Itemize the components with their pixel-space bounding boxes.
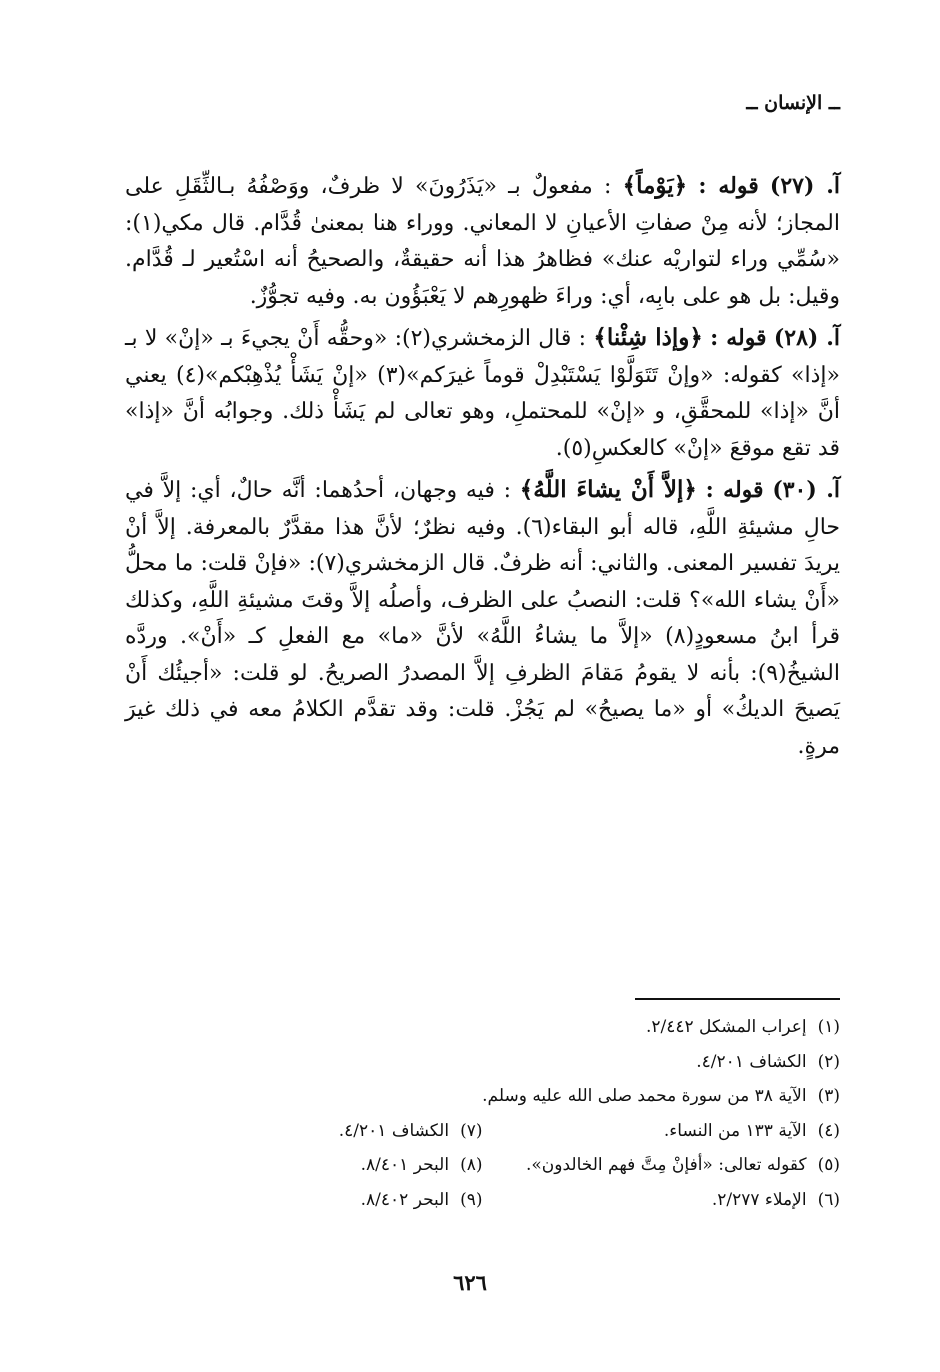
footnote <box>125 1183 483 1218</box>
footnote <box>483 1114 841 1149</box>
footnote <box>483 1183 841 1218</box>
footnote-text: البحر ٨/٤٠١. <box>360 1155 450 1175</box>
footnote-number: (١) <box>817 1017 840 1037</box>
footnote <box>420 1045 840 1080</box>
footnote-row <box>125 1183 840 1218</box>
commentary-text: : مفعولٌ بـ «يَذَرُونَ» لا ظرفٌ، ووَصْفُهُ بـالثِّقَلِ على المجاز؛ لأنه مِنْ صفاتِ الأعيانِ لا المعاني. ووراء هنا بمعنىٰ قُدَّام. قال مكي(١): «سُمِّي وراء لتواريْه عنك» فظاهرُ هذا أنه حقيقةٌ، والصحيحُ أنه اسْتُعير لـ قُدَّام. وقيل: بل هو على بابِه، أي: وراءَ ظهورِهم لا يَعْبَؤُون به. وفيه تجوُّزٌ. <box>125 174 840 309</box>
footnote-row <box>125 1010 840 1045</box>
footnote-number: (٥) <box>817 1155 840 1175</box>
footnote <box>125 1114 483 1149</box>
footnotes <box>125 1010 840 1217</box>
footnote-number: (٨) <box>460 1155 483 1175</box>
commentary-paragraph <box>125 472 840 765</box>
quranic-quote: ﴿إلاَّ أَنْ يشاءَ اللَّهُ﴾ <box>519 476 697 503</box>
footnote-row <box>125 1114 840 1149</box>
footnote-text: كقوله تعالى: «أفإنْ مِتَّ فهم الخالدون». <box>525 1155 807 1175</box>
quranic-quote: ﴿يَوْماً﴾ <box>622 172 688 199</box>
verse-number: آ. (٢٨) <box>773 325 841 351</box>
footnote-number: (٢) <box>817 1051 840 1072</box>
footnote <box>125 1148 483 1183</box>
footnote-number: (٦) <box>817 1189 840 1210</box>
footnote <box>483 1148 841 1183</box>
footnote-number: (٧) <box>460 1120 483 1141</box>
footnote-row <box>125 1148 840 1183</box>
footnote-text: الآية ١٣٣ من النساء. <box>663 1120 807 1141</box>
verse-number: آ. (٢٧) <box>769 173 840 199</box>
commentary-text: : فيه وجهان، أحدُهما: أنَّه حالٌ، أي: إلاَّ في حالِ مشيئةِ اللَّهِ، قاله أبو البقاء(٦). وفيه نظرٌ؛ لأنَّ هذا مقدَّرٌ بالمعرفة. إلاَّ أنْ يريدَ تفسير المعنى. والثاني: أنه ظرفٌ. قال الزمخشري(٧): «فإنْ قلت: ما محلُّ «أَنْ يشاء الله»؟ قلت: النصبُ على الظرف، وأصلُه إلاَّ وقتَ مشيئةِ اللَّهِ، وكذلك قرأ ابنُ مسعودٍ(٨) «إلاَّ ما يشاءُ اللَّهُ» لأنَّ «ما» مع الفعلِ كـ «أَنْ». وردَّه الشيخُ(٩): بأنه لا يقومُ مَقامَ الظرفِ إلاَّ المصدرُ الصريحُ. لو قلت: «أجيئُك أَنْ يَصيحَ الديكُ» أو «ما يصيحُ» لم يَجُزْ. قلت: وقد تقدَّم الكلامُ معه في ذلك غيرَ مرةٍ. <box>125 478 840 759</box>
commentary-paragraph <box>125 320 840 467</box>
main-text <box>125 168 840 770</box>
commentary-paragraph <box>125 168 840 315</box>
footnote-row <box>125 1045 840 1080</box>
intro-word: قوله : <box>698 173 759 199</box>
footnote-number: (٩) <box>460 1189 483 1210</box>
footnote-divider <box>635 998 840 1000</box>
footnote-text: الكشاف ٤/٢٠١. <box>696 1051 807 1072</box>
commentary-text: : قال الزمخشري(٢): «وحقُّه أَنْ يجيءَ بـ «إنْ» لا بـ «إذا» كقوله: «وإنْ تَتَوَلَّوْا يَسْتَبْدِلْ قوماً غيرَكم»(٣) «إنْ يَشَأْ يُذْهِبْكم»(٤) يعني أنَّ «إذا» للمحقَّقِ، و «إنْ» للمحتملِ، وهو تعالى لم يَشَأْ ذلك. وجوابُه أنَّ «إذا» قد تقع موقعَ «إنْ» كالعكسِ(٥). <box>125 326 840 461</box>
footnote-text: الآية ٣٨ من سورة محمد صلى الله عليه وسلم. <box>482 1086 807 1106</box>
verse-number: آ. (٣٠) <box>772 477 840 503</box>
page-number: ٦٢٦ <box>453 1270 487 1295</box>
footnote-number: (٣) <box>817 1086 840 1106</box>
quranic-quote: ﴿وإذا شِئْنا﴾ <box>593 324 703 351</box>
footnote-text: إعراب المشكل ٢/٤٤٢. <box>645 1017 807 1037</box>
footnote-text: الكشاف ٤/٢٠١. <box>338 1120 450 1141</box>
footnote <box>420 1079 840 1114</box>
footnote <box>420 1010 840 1045</box>
footnote-text: البحر ٨/٤٠٢. <box>360 1189 450 1210</box>
intro-word: قوله : <box>705 477 764 503</box>
footnote-row <box>125 1079 840 1114</box>
intro-word: قوله : <box>710 325 767 351</box>
footnote-number: (٤) <box>817 1120 840 1141</box>
footnote-text: الإملاء ٢/٢٧٧. <box>711 1189 807 1210</box>
running-header: ــ الإنسان ــ <box>746 92 840 114</box>
